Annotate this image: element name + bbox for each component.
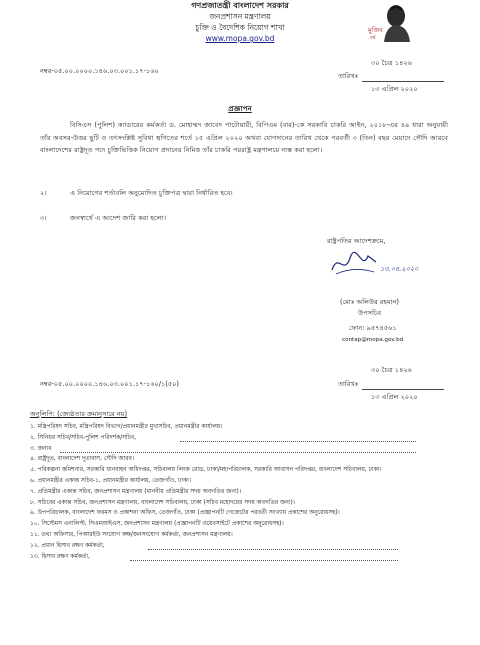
copy-list-item-text: ১৩. হিসাব রক্ষণ কর্মকর্তা, <box>30 553 90 560</box>
memo-date-bangla: ৩০ চৈত্র ১৪২৬ <box>371 59 412 67</box>
date-divider <box>362 81 444 82</box>
handwritten-date: ১৩.০৪.২০২০ <box>380 265 419 273</box>
copy-list-item <box>30 433 450 444</box>
memo-date-english-copy: ১৩ এপ্রিল ২০২০ <box>371 393 418 401</box>
copy-list-item: ৯. উপপরিচালক, বাংলাদেশ ফরমস ও প্রকাশনা অফিস, তেজগাঁও, ঢাকা (প্রজ্ঞাপনটি গেজেটের পরবর্তী সংখ্যায় প্রকাশের অনুরোধসহ)। <box>30 510 340 517</box>
paragraph-3-number: ৩। <box>40 214 47 222</box>
copy-list-title: অনুলিপি: (জ্যেষ্ঠতার ক্রমানুসারে নয়) <box>30 410 128 418</box>
memo-number-copy: নম্বর-০৫.০০.০০০০.১৪৬.০৩.০০১.১৭-১৬০/১(৫০) <box>40 380 179 388</box>
fill-line <box>148 549 398 550</box>
fill-line <box>180 441 416 442</box>
svg-text:মুজিব: মুজিব <box>368 26 383 34</box>
copy-list-item: ৮. সচিবের একান্ত সচিব, জনপ্রশাসন মন্ত্রণালয়, বাংলাদেশ সচিবালয়, ঢাকা (সচিব মহোদয়ের সদয় অবগতির জন্য)। <box>30 499 295 506</box>
paragraph-2: এ নিয়োগের শর্তাবলি অনুমোদিত চুক্তিপত্র দ্বারা নির্ধারিত হবে। <box>70 189 233 197</box>
copy-list-item <box>30 541 450 552</box>
signatory-phone: ফোন: ৯৫৭৪৫৬১ <box>349 324 397 332</box>
copy-list-item-text: ২. সিনিয়র সচিব/সচিব-পুলিশ পরিদর্শক/সচিব, <box>30 434 137 441</box>
copy-list-item: ৬. প্রধানমন্ত্রীর একান্ত সচিব-১, প্রধানমন্ত্রীর কার্যালয়, তেজগাঁও, ঢাকা। <box>30 477 191 484</box>
copy-list-item: ১১. তথ্য অফিসার, পিআরইউ সংযোগ কক্ষ/জনসংযোগ কর্মকর্তা, জনপ্রশাসন মন্ত্রণালয়। <box>30 531 233 538</box>
copy-list <box>30 422 450 562</box>
by-order-text: রাষ্ট্রপতির আদেশক্রমে, <box>327 237 386 245</box>
signatory-name: (মোঃ অলিউর রহমান) <box>340 298 399 306</box>
handwritten-signature <box>328 248 380 278</box>
notice-title: প্রজ্ঞাপন <box>228 104 252 113</box>
copy-list-item-text: ১২. প্রধান হিসাব রক্ষণ কর্মকর্তা, <box>30 542 105 549</box>
copy-list-item <box>30 552 450 563</box>
paragraph-3: জনস্বার্থে এ আদেশ জারি করা হলো। <box>70 214 167 222</box>
fill-line <box>130 560 398 561</box>
copy-list-item: ৪. রাষ্ট্রদূত, বাংলাদেশ দূতাবাস, সৌদি আরব। <box>30 456 134 463</box>
copy-list-item: ৫. পরিকল্পনা কমিশনার, সরকারি যানবাহন অধিদপ্তর, সচিবালয় লিংক রোড, ঢাকা/মহাপরিচালক, সরকারি আবাসন পরিদপ্তর, বাংলাদেশ সচিবালয়, ঢাকা। <box>30 467 382 474</box>
mujib-borsho-logo <box>366 2 412 42</box>
svg-text:বর্ষ: বর্ষ <box>370 35 376 41</box>
memo-date-bangla-copy: ৩০ চৈত্র ১৪২৬ <box>371 366 412 374</box>
government-name: গণপ্রজাতন্ত্রী বাংলাদেশ সরকার <box>191 1 289 10</box>
ministry-name: জনপ্রশাসন মন্ত্রণালয় <box>209 12 271 21</box>
paragraph-1: বিসিএস (পুলিশ) ক্যাডারের কর্মকর্তা ড. মোহাম্মদ জাবেদ পাটোয়ারী, বিপিএম (বার)-কে সরকারি চাকরি আইন, ২০১৮-এর ৪৯ ধারা অনুযায়ী তাঁর অবসর-উত্তর ছুটি ও তৎসংশ্লিষ্ট সুবিধা স্থগিতের শর্তে ১৫ এপ্রিল ২০২০ অথবা যোগদানের তারিখ থেকে পরবর্তী ৩ (তিন) বছর মেয়াদে সৌদি আরবে বাংলাদেশের রাষ্ট্রদূত পদে চুক্তিভিত্তিক নিয়োগ প্রদানের নিমিত্ত তাঁর চাকরি পররাষ্ট্র মন্ত্রণালয়ে ন্যস্ত করা হলো। <box>40 121 448 154</box>
website-link[interactable]: www.mopa.gov.bd <box>205 34 275 43</box>
paragraph-2-number: ২। <box>40 189 47 197</box>
memo-date-label-copy: তারিখঃ <box>338 380 359 388</box>
signatory-email[interactable]: contap@mopa.gov.bd <box>342 337 404 343</box>
memo-date-label: তারিখঃ <box>338 72 359 80</box>
copy-list-item: ১. মন্ত্রিপরিষদ সচিব, মন্ত্রিপরিষদ বিভাগ/প্রধানমন্ত্রীর মুখ্যসচিব, প্রধানমন্ত্রীর কার্যালয়। <box>30 424 223 430</box>
copy-list-item-text: ৩. জনাব <box>30 445 52 452</box>
date-divider-copy <box>362 389 444 390</box>
fill-line <box>60 452 416 453</box>
copy-list-item <box>30 444 450 455</box>
memo-date-english: ১৩ এপ্রিল ২০২০ <box>371 85 418 93</box>
memo-number: নম্বর-০৫.০০.০০০০.১৪৬.০৩.০০১.১৭-১৬০ <box>40 67 159 75</box>
signatory-designation: উপসচিব <box>358 309 382 317</box>
copy-list-item: ৭. প্রতিমন্ত্রীর একান্ত সচিব, জনপ্রশাসন মন্ত্রণালয় (মাননীয় প্রতিমন্ত্রীর সদয় অবগতির জন্য)। <box>30 488 241 495</box>
copy-list-item: ১০. সিস্টেমস এনালিস্ট, সিএমআইএস, জনপ্রশাসন মন্ত্রণালয় (প্রজ্ঞাপনটি ওয়েবসাইটে প্রকাশের অনুরোধসহ)। <box>30 521 284 528</box>
branch-name: চুক্তি ও বৈদেশিক নিয়োগ শাখা <box>195 23 285 32</box>
